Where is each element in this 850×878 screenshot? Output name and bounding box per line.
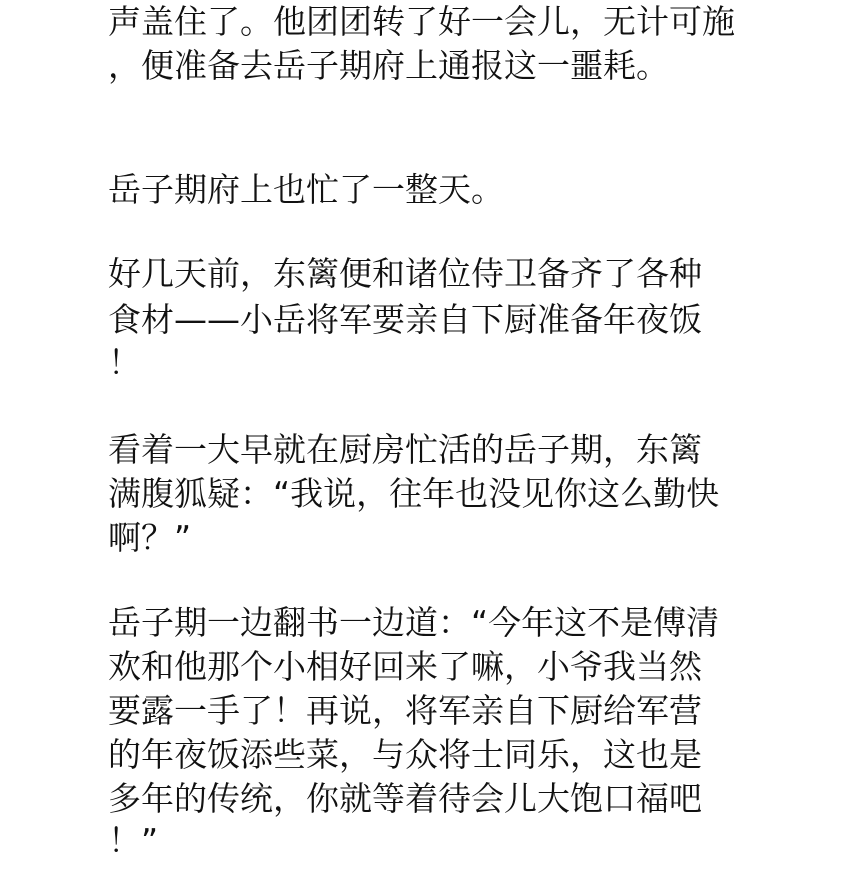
text-line: ，便准备去岳子期府上通报这一噩耗。 bbox=[108, 46, 669, 85]
text-line: 好几天前，东篱便和诸位侍卫备齐了各种 bbox=[108, 254, 702, 293]
text-line: 食材——小岳将军要亲自下厨准备年夜饭 bbox=[108, 300, 702, 339]
text-line: 欢和他那个小相好回来了嘛，小爷我当然 bbox=[108, 647, 702, 686]
text-line: 啊？” bbox=[108, 518, 192, 557]
text-line: 满腹狐疑：“我说，往年也没见你这么勤快 bbox=[108, 474, 720, 513]
text-line: 看着一大早就在厨房忙活的岳子期，东篱 bbox=[108, 430, 702, 469]
text-line: 要露一手了！再说，将军亲自下厨给军营 bbox=[108, 691, 702, 730]
text-line: ！ bbox=[108, 343, 141, 382]
text-line: 岳子期一边翻书一边道：“今年这不是傅清 bbox=[108, 603, 720, 642]
text-line: ！” bbox=[108, 821, 159, 860]
text-line: 的年夜饭添些菜，与众将士同乐，这也是 bbox=[108, 735, 702, 774]
text-line: 声盖住了。他团团转了好一会儿，无计可施 bbox=[108, 2, 735, 41]
text-line: 多年的传统，你就等着待会儿大饱口福吧 bbox=[108, 779, 702, 818]
text-line: 岳子期府上也忙了一整天。 bbox=[108, 170, 504, 209]
